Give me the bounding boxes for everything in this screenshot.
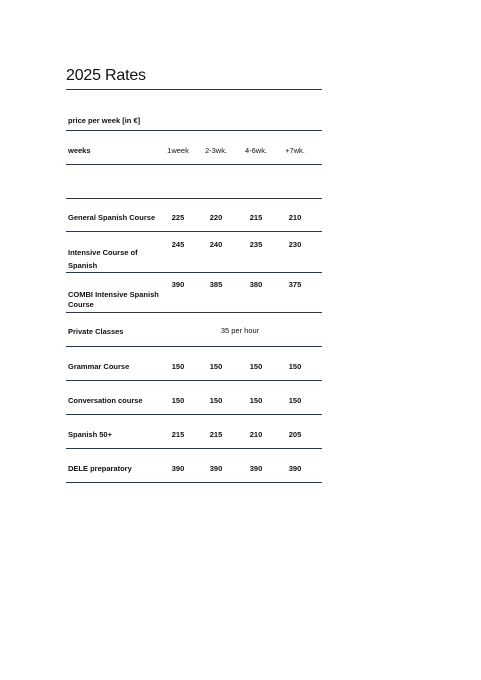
title-rule <box>66 89 322 90</box>
header-col-3: 4-6wk. <box>244 146 268 155</box>
row-label: COMBI Intensive Spanish Course <box>68 290 159 309</box>
row-label: Private Classes <box>68 327 124 336</box>
header-col-2: 2-3wk. <box>204 146 228 155</box>
row-value: 245 <box>171 240 185 249</box>
row-value: 375 <box>288 280 302 289</box>
row-value: 215 <box>249 213 263 222</box>
row-value: 380 <box>249 280 263 289</box>
row-value: 150 <box>171 396 185 405</box>
row-label: DELE preparatory <box>68 464 132 473</box>
row-value: 390 <box>249 464 263 473</box>
row-value: 210 <box>288 213 302 222</box>
row-label: Grammar Course <box>68 362 130 371</box>
rule-8 <box>66 380 322 381</box>
rule-7 <box>66 346 322 347</box>
row-value: 150 <box>209 362 223 371</box>
row-label: General Spanish Course <box>68 213 156 222</box>
row-value: 225 <box>171 213 185 222</box>
rule-10 <box>66 448 322 449</box>
row-value: 240 <box>209 240 223 249</box>
row-value: 385 <box>209 280 223 289</box>
row-value: 390 <box>288 464 302 473</box>
row-value: 150 <box>288 362 302 371</box>
row-value: 230 <box>288 240 302 249</box>
rule-5 <box>66 272 322 273</box>
row-label: Spanish 50+ <box>68 430 112 439</box>
row-value: 150 <box>249 396 263 405</box>
header-label: weeks <box>68 146 91 155</box>
page-title: 2025 Rates <box>66 67 146 84</box>
row-value: 150 <box>249 362 263 371</box>
subtitle: price per week [in €] <box>68 116 141 125</box>
row-value: 390 <box>209 464 223 473</box>
header-col-4: +7wk. <box>285 146 305 155</box>
rule-6 <box>66 312 322 313</box>
row-value: 215 <box>171 430 185 439</box>
row-value: 210 <box>249 430 263 439</box>
row-label: Intensive Course of Spanish <box>68 248 138 270</box>
row-value: 150 <box>171 362 185 371</box>
row-value: 220 <box>209 213 223 222</box>
rule-4 <box>66 231 322 232</box>
rule-9 <box>66 414 322 415</box>
rule-2 <box>66 164 322 165</box>
row-value: 150 <box>209 396 223 405</box>
rule-1 <box>66 130 322 131</box>
row-value: 215 <box>209 430 223 439</box>
header-col-1: 1week <box>167 146 189 155</box>
row-label: Conversation course <box>68 396 143 405</box>
row-value: 205 <box>288 430 302 439</box>
row-value: 390 <box>171 280 185 289</box>
rule-3 <box>66 198 322 199</box>
rule-11 <box>66 482 322 483</box>
row-value: 235 <box>249 240 263 249</box>
row-merged-value: 35 per hour <box>220 326 260 335</box>
row-value: 390 <box>171 464 185 473</box>
row-value: 150 <box>288 396 302 405</box>
